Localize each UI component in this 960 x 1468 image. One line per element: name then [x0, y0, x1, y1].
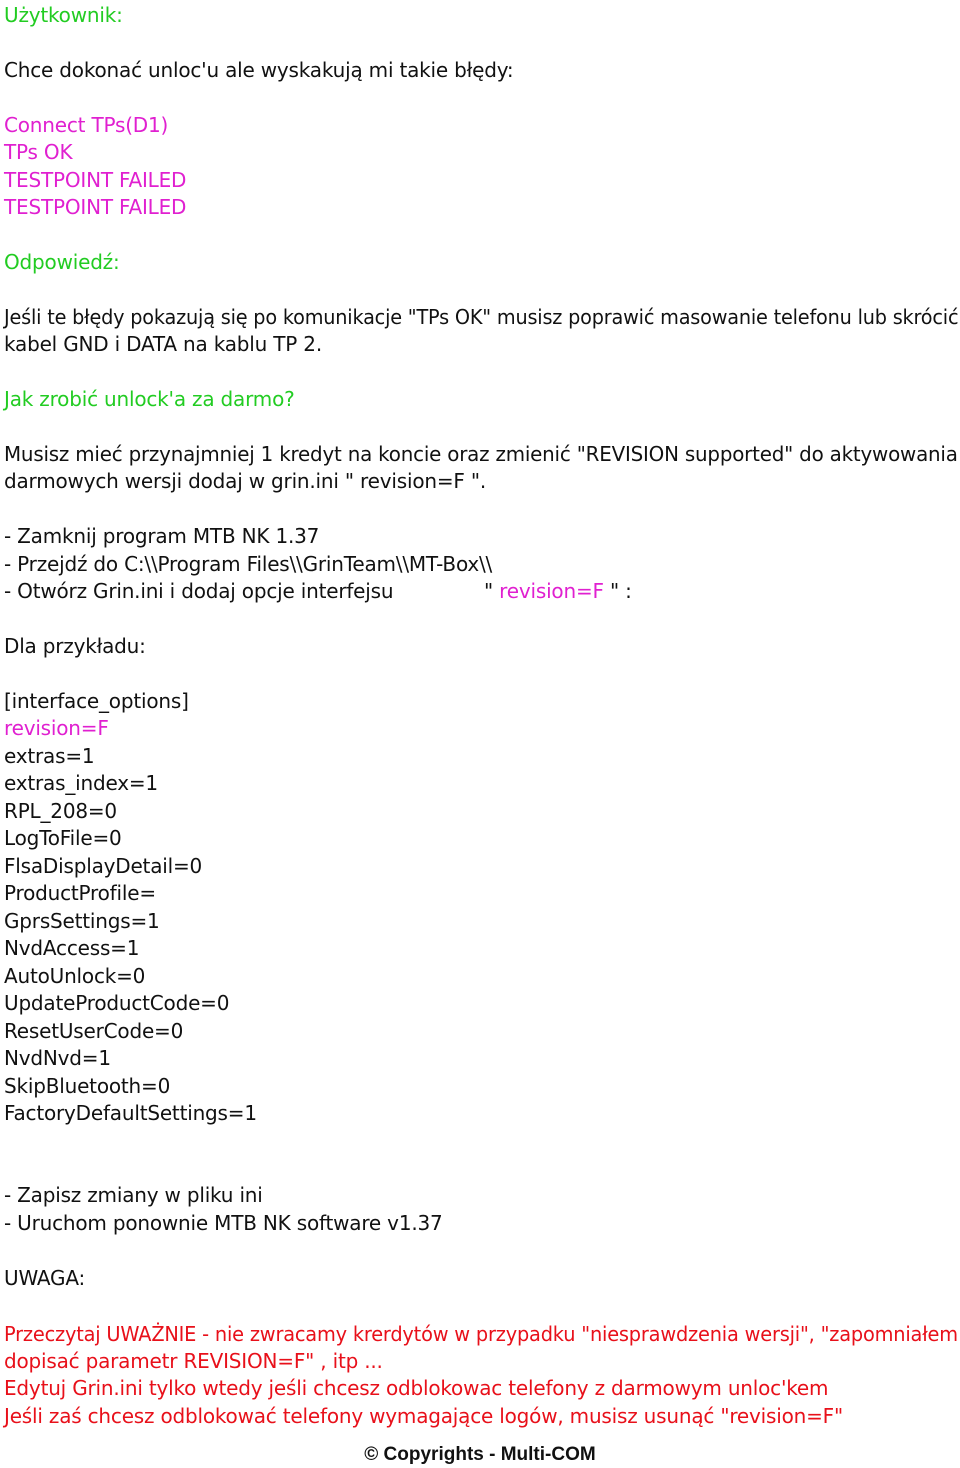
ini-line: FlsaDisplayDetail=0 — [4, 854, 203, 878]
free-unlock-line: darmowych wersji dodaj w grin.ini " revision=F ". — [4, 469, 487, 493]
ini-line: LogToFile=0 — [4, 826, 122, 850]
step-line: - Otwórz Grin.ini i dodaj opcje interfejsu — [4, 579, 394, 603]
warning-line: Jeśli zaś chcesz odblokować telefony wymagające logów, musisz usunąć "revision=F" — [4, 1404, 843, 1428]
user-label: Użytkownik: — [4, 3, 123, 27]
ini-line: RPL_208=0 — [4, 799, 117, 823]
final-step: - Uruchom ponownie MTB NK software v1.37 — [4, 1211, 443, 1235]
answer-label: Odpowiedź: — [4, 250, 120, 274]
warning-line: dopisać parametr REVISION=F" , itp ... — [4, 1349, 383, 1373]
final-step: - Zapisz zmiany w pliku ini — [4, 1183, 263, 1207]
user-message: Chce dokonać unloc'u ale wyskakują mi takie błędy: — [4, 58, 514, 82]
error-line: Connect TPs(D1) — [4, 113, 169, 137]
error-line: TESTPOINT FAILED — [4, 168, 187, 192]
example-label: Dla przykładu: — [4, 634, 146, 658]
ini-revision-line: revision=F — [4, 716, 109, 740]
free-unlock-question: Jak zrobić unlock'a za darmo? — [4, 387, 295, 411]
error-line: TESTPOINT FAILED — [4, 195, 187, 219]
error-line: TPs OK — [4, 140, 73, 164]
answer-line: Jeśli te błędy pokazują się po komunikacje "TPs OK" musisz poprawić masowanie telefonu lub skrócić — [4, 305, 959, 329]
ini-line: NvdAccess=1 — [4, 936, 140, 960]
ini-line: SkipBluetooth=0 — [4, 1074, 171, 1098]
warning-line: Przeczytaj UWAŻNIE - nie zwracamy krerdytów w przypadku "niesprawdzenia wersji", "zapomniałem — [4, 1322, 958, 1346]
ini-line: GprsSettings=1 — [4, 909, 160, 933]
ini-line: AutoUnlock=0 — [4, 964, 146, 988]
ini-line: extras=1 — [4, 744, 95, 768]
revision-quote — [484, 577, 632, 605]
copyright-footer: © Copyrights - Multi-COM — [364, 1444, 596, 1465]
warning-label: UWAGA: — [4, 1266, 86, 1290]
ini-section: [interface_options] — [4, 689, 189, 713]
revision-value: revision=F — [499, 579, 604, 603]
quote-open: " — [484, 579, 500, 603]
step-line: - Przejdź do C:\\Program Files\\GrinTeam\\MT-Box\\ — [4, 552, 493, 576]
quote-close: " : — [603, 579, 632, 603]
warning-line: Edytuj Grin.ini tylko wtedy jeśli chcesz odblokowac telefony z darmowym unloc'kem — [4, 1376, 829, 1400]
free-unlock-line: Musisz mieć przynajmniej 1 kredyt na koncie oraz zmienić "REVISION supported" do aktywowania — [4, 442, 958, 466]
ini-line: UpdateProductCode=0 — [4, 991, 230, 1015]
ini-line: FactoryDefaultSettings=1 — [4, 1101, 257, 1125]
ini-line: extras_index=1 — [4, 771, 158, 795]
ini-line: ResetUserCode=0 — [4, 1019, 184, 1043]
ini-line: ProductProfile= — [4, 881, 156, 905]
ini-line: NvdNvd=1 — [4, 1046, 111, 1070]
answer-line: kabel GND i DATA na kablu TP 2. — [4, 332, 322, 356]
step-line: - Zamknij program MTB NK 1.37 — [4, 524, 320, 548]
